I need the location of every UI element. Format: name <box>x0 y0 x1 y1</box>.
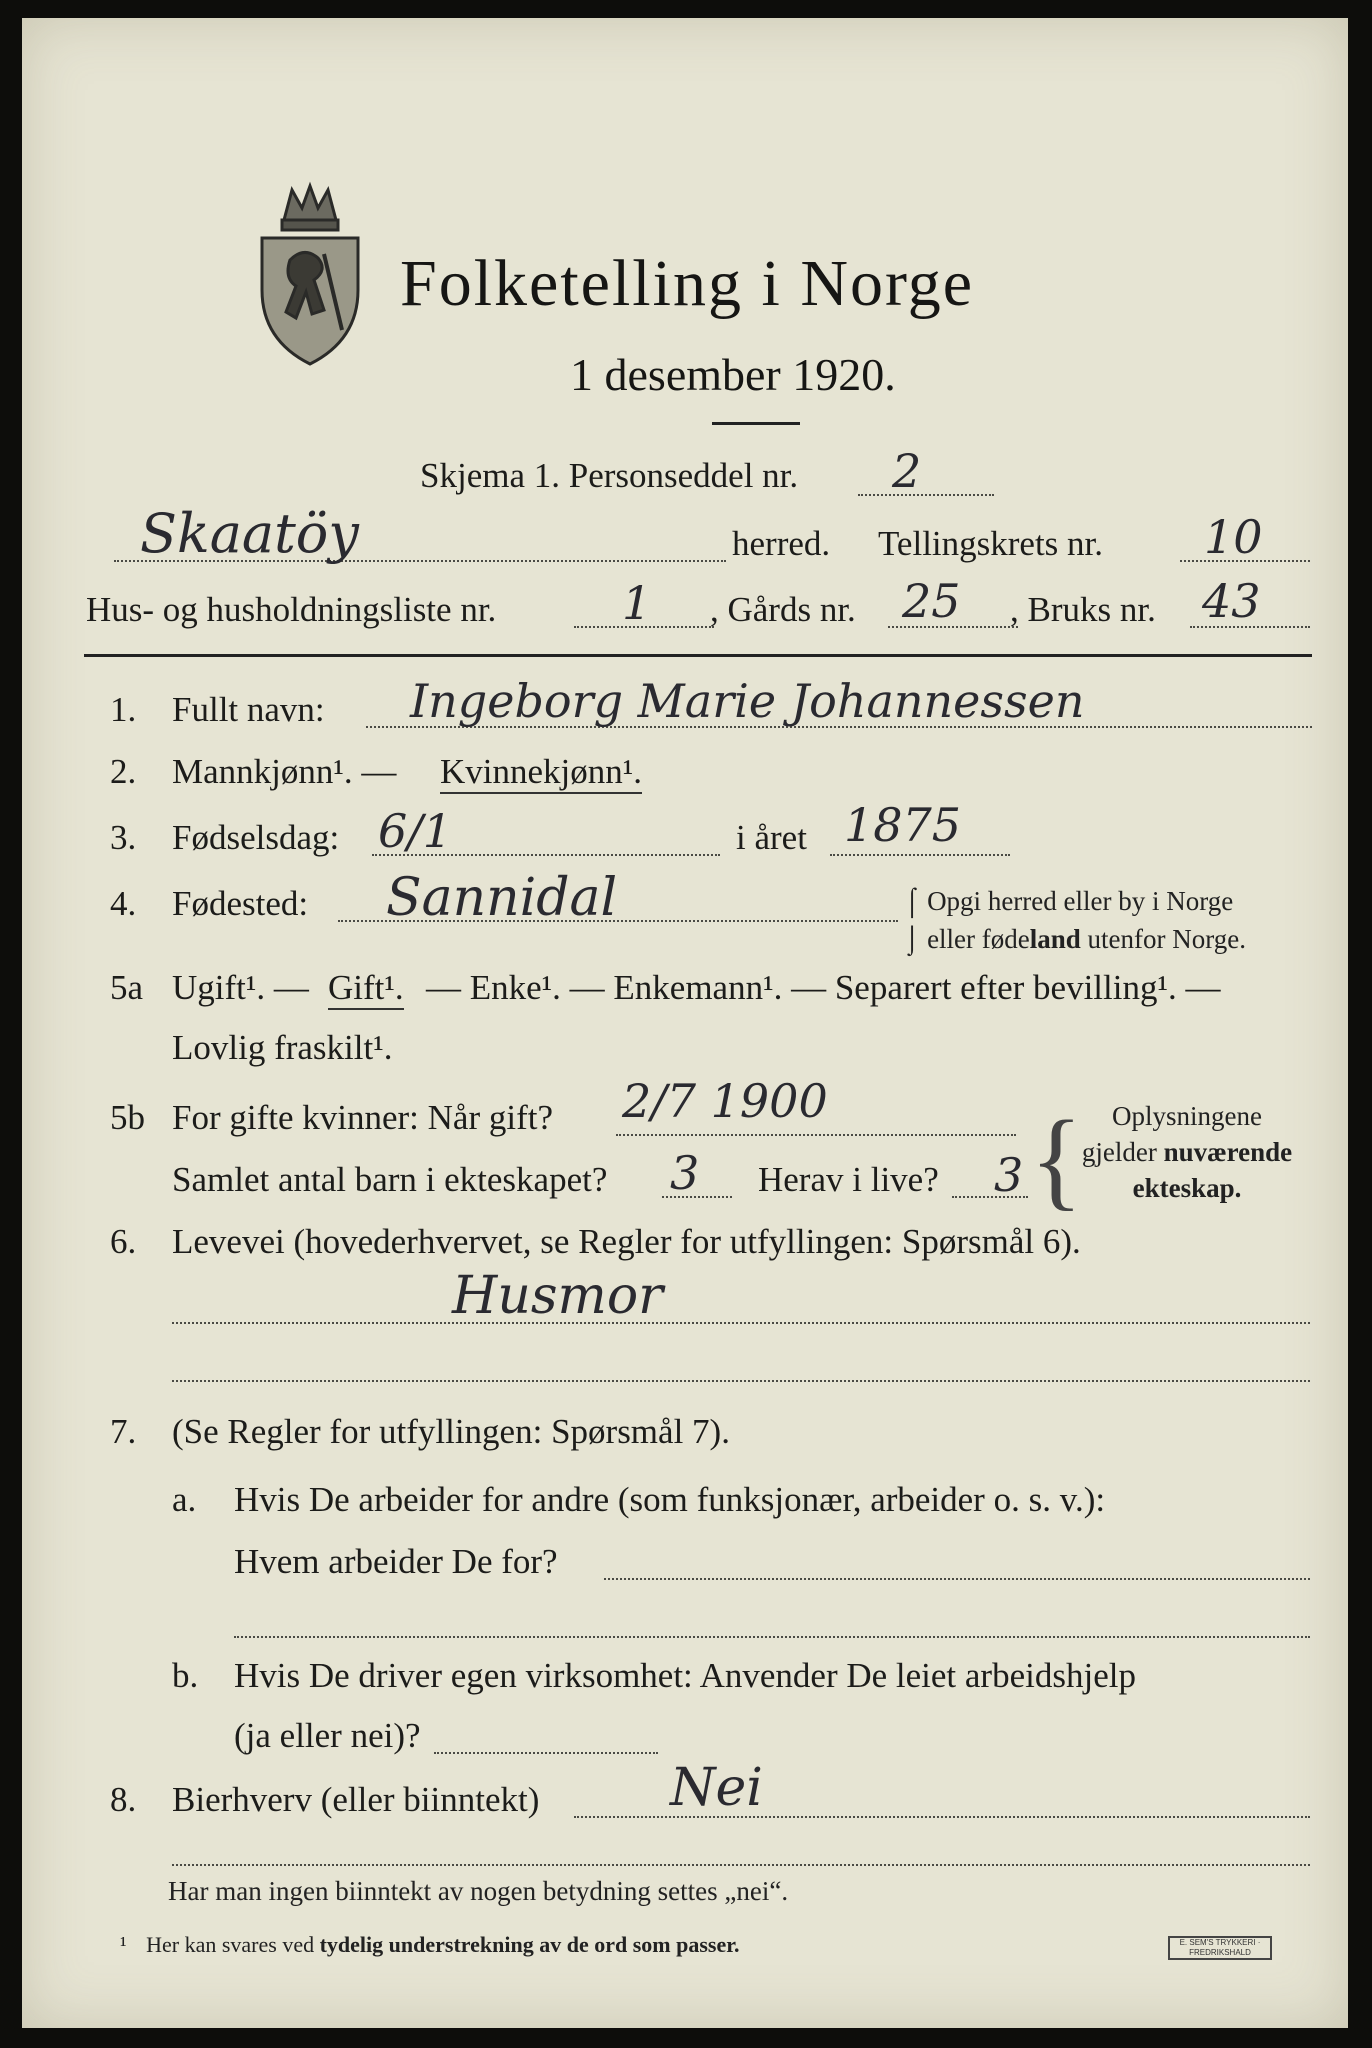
census-form-sheet <box>22 18 1348 2028</box>
q1-label: Fullt navn: <box>172 690 325 729</box>
fodselsdag-value: 6/1 <box>378 804 453 858</box>
q4-label: Fødested: <box>172 884 309 923</box>
herred-value: Skaatöy <box>140 502 359 565</box>
kvinnekjonn-option-underlined[interactable]: Kvinnekjønn¹. <box>440 752 642 794</box>
i-live-value: 3 <box>994 1148 1024 1202</box>
bierhverv-value: Nei <box>670 1758 763 1818</box>
q1-number: 1. <box>110 690 137 729</box>
personseddel-field[interactable] <box>858 494 994 496</box>
ekteskap-note-line2-pre: gjelder <box>1081 1137 1164 1167</box>
lovlig-fraskilt-option[interactable]: Lovlig fraskilt¹. <box>172 1028 393 1067</box>
arbeidshjelp-field[interactable] <box>434 1752 658 1754</box>
sivilstand-other-options[interactable]: — Enke¹. — Enkemann¹. — Separert efter bevilling¹. — <box>426 968 1221 1007</box>
tellingskrets-label: Tellingskrets nr. <box>878 524 1104 563</box>
arbeidsgiver-field-1[interactable] <box>604 1578 1310 1580</box>
q7a-number: a. <box>172 1480 197 1519</box>
q2-number: 2. <box>110 752 137 791</box>
fodested-value: Sannidal <box>386 868 618 928</box>
q6-number: 6. <box>110 1222 137 1261</box>
footnote-text-bold: tydelig understrekning av de ord som passer. <box>319 1932 740 1957</box>
fodselsar-value: 1875 <box>844 798 962 852</box>
fodested-note-line2-post: utenfor Norge. <box>1080 924 1247 954</box>
norway-coat-of-arms-icon <box>254 180 366 368</box>
q7-number: 7. <box>110 1412 137 1451</box>
q4-number: 4. <box>110 884 137 923</box>
ekteskap-note-line3: ekteskap. <box>1132 1173 1242 1203</box>
bruks-label: , Bruks nr. <box>1010 590 1156 629</box>
q7a-text: Hvis De arbeider for andre (som funksjonær, arbeider o. s. v.): <box>234 1480 1106 1519</box>
footnote-text-pre: Her kan svares ved <box>146 1932 320 1957</box>
q5b-number: 5b <box>110 1098 145 1137</box>
levevei-value: Husmor <box>452 1266 663 1326</box>
ekteskap-brace: { <box>1030 1098 1083 1220</box>
nar-gift-label: For gifte kvinner: Når gift? <box>172 1098 554 1137</box>
form-title: Folketelling i Norge <box>400 247 975 320</box>
levevei-field-2[interactable] <box>172 1380 1310 1382</box>
gards-label: , Gårds nr. <box>710 590 856 629</box>
bierhverv-label: Bierhverv (eller biinntekt) <box>172 1780 540 1819</box>
fodested-note-line2-bold: land <box>1029 924 1081 954</box>
footnote-number: ¹ <box>120 1932 127 1957</box>
q3-label: Fødselsdag: <box>172 818 340 857</box>
nar-gift-value: 2/7 1900 <box>622 1074 828 1128</box>
herred-label: herred. <box>732 524 831 563</box>
fullt-navn-value: Ingeborg Marie Johannessen <box>410 674 1085 728</box>
ekteskap-note <box>1052 1098 1322 1206</box>
barn-value: 3 <box>670 1146 700 1200</box>
census-date: 1 desember 1920. <box>570 349 896 400</box>
fodested-note-line2-pre: eller føde <box>927 924 1030 954</box>
printer-stamp: E. SEM'S TRYKKERI · FREDRIKSHALD <box>1168 1936 1272 1960</box>
footnote <box>120 1932 740 1958</box>
q3-number: 3. <box>110 818 137 857</box>
mannkjonn-option[interactable]: Mannkjønn¹. — <box>172 752 397 791</box>
q7b-text: Hvis De driver egen virksomhet: Anvender De leiet arbeidshjelp <box>234 1656 1136 1695</box>
skjema-label: Skjema 1. Personseddel nr. <box>420 456 799 495</box>
q7a-text2: Hvem arbeider De for? <box>234 1542 558 1581</box>
biinntekt-note: Har man ingen biinntekt av nogen betydning settes „nei“. <box>168 1876 789 1906</box>
husliste-value: 1 <box>622 576 652 630</box>
q7-label: (Se Regler for utfyllingen: Spørsmål 7). <box>172 1412 730 1451</box>
q8-number: 8. <box>110 1780 137 1819</box>
ugift-option[interactable]: Ugift¹. — <box>172 968 309 1007</box>
personseddel-value: 2 <box>892 444 922 498</box>
q7b-number: b. <box>172 1656 199 1695</box>
gards-value: 25 <box>902 574 961 628</box>
aret-label: i året <box>736 818 807 857</box>
bruks-value: 43 <box>1202 574 1261 628</box>
husliste-label: Hus- og husholdningsliste nr. <box>86 590 497 629</box>
i-live-label: Herav i live? <box>758 1160 939 1199</box>
levevei-label: Levevei (hovederhvervet, se Regler for utfyllingen: Spørsmål 6). <box>172 1222 1081 1261</box>
levevei-field-1[interactable] <box>172 1322 1310 1324</box>
bierhverv-field-2[interactable] <box>172 1864 1310 1866</box>
tellingskrets-value: 10 <box>1204 510 1263 564</box>
arbeidsgiver-field-2[interactable] <box>234 1636 1310 1638</box>
q7b-text2: (ja eller nei)? <box>234 1716 421 1755</box>
barn-label: Samlet antal barn i ekteskapet? <box>172 1160 608 1199</box>
nar-gift-field[interactable] <box>616 1134 1016 1136</box>
ekteskap-note-line1: Oplysningene <box>1112 1101 1262 1131</box>
q5a-number: 5a <box>110 968 144 1007</box>
fodselsar-field[interactable] <box>830 854 1010 856</box>
title-divider <box>712 422 800 425</box>
fodested-note-line1: Opgi herred eller by i Norge <box>927 886 1234 916</box>
fodested-note: ⌠ Opgi herred eller by i Norge ⌡ eller fødeland utenfor Norge. <box>904 886 1247 954</box>
ekteskap-note-line2-bold: nuværende <box>1163 1137 1293 1167</box>
header-separator <box>84 654 1312 657</box>
gift-option-underlined[interactable]: Gift¹. <box>328 968 404 1010</box>
